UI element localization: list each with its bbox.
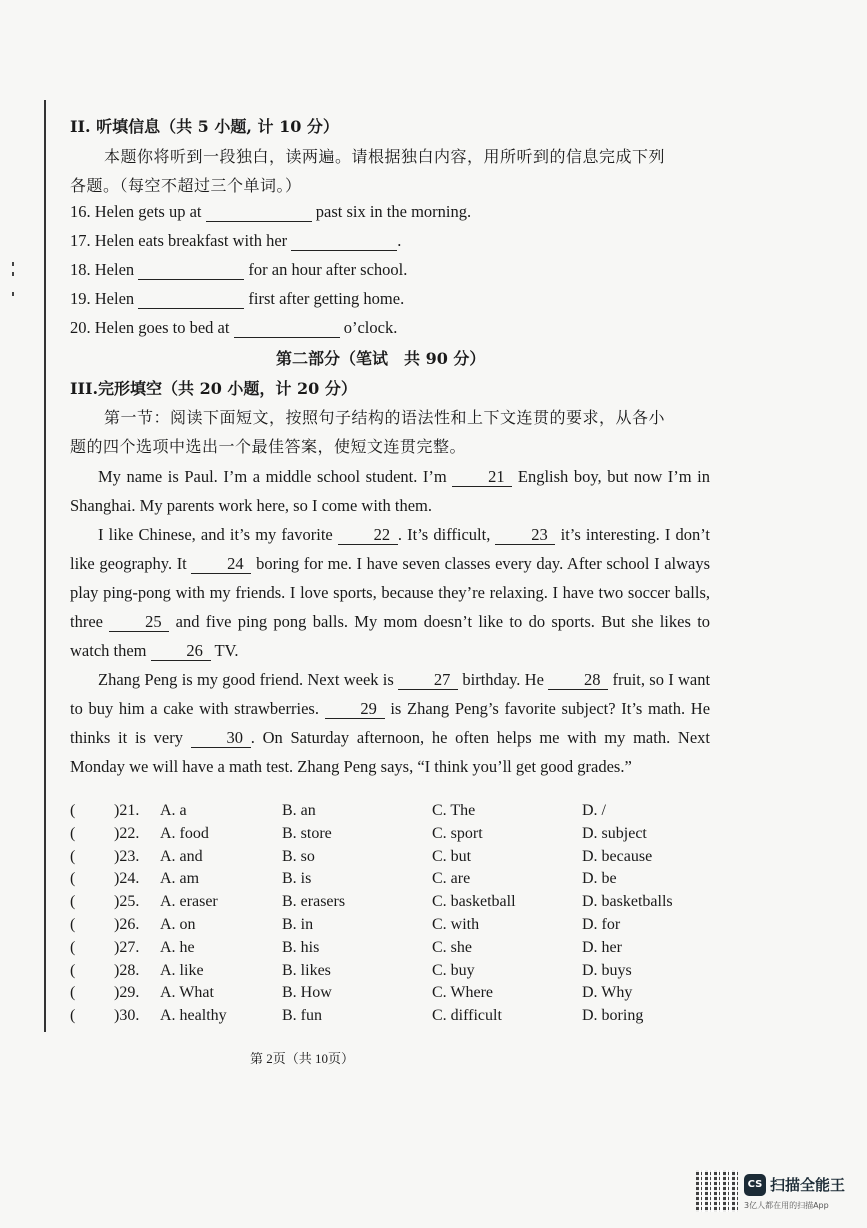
option-b[interactable]: B. his [282,938,320,956]
question-number: )28. [114,961,140,979]
section-2-instruction: 本题你将听到一段独白，读两遍。请根据独白内容，用所听到的信息完成下列 [104,147,666,166]
answer-blank[interactable] [138,290,244,309]
qr-code [696,1170,738,1212]
cloze-blank[interactable]: 27 [398,671,458,690]
option-b[interactable]: B. erasers [282,893,346,911]
answer-bracket[interactable]: ( [70,824,76,842]
answer-bracket[interactable]: ( [70,870,76,888]
listening-item: 17. Helen eats breakfast with her . [70,231,402,250]
question-number: )21. [114,802,140,819]
part-2-heading: 第二部分（笔试 共 90 分） [276,349,486,368]
listening-item: 19. Helen first after getting home. [70,289,405,308]
option-d[interactable]: D. Why [582,984,633,1002]
passage-paragraph: Zhang Peng is my good friend. Next week is 27 birthday. He 28 fruit, so I want to buy him a cake with strawberries. 29 is Zhang Peng’s favorite subject? It’s math. He thinks it is very 30 . On Saturday afternoon, he often helps me with my math. Next Monday we will have a math test. Zhang Peng says, “I think you’ll get good grades.” [70,670,711,776]
question-number: )24. [114,870,140,888]
option-c[interactable]: C. are [432,870,471,888]
question-number: )29. [114,984,140,1002]
option-c[interactable]: C. basketball [432,893,516,911]
option-a[interactable]: A. on [160,916,196,933]
option-a[interactable]: A. am [160,870,200,888]
option-a[interactable]: A. food [160,824,209,842]
camscanner-subtitle: 3亿人都在用的扫描App [744,1201,829,1210]
option-a[interactable]: A. a [160,802,187,819]
answer-blank[interactable] [291,232,397,251]
cloze-blank[interactable]: 28 [548,671,608,690]
camscanner-title: 扫描全能王 [770,1176,846,1194]
option-b[interactable]: B. in [282,916,314,933]
cloze-blank[interactable]: 25 [109,613,169,632]
binding-margin-line [44,100,46,1032]
answer-bracket[interactable]: ( [70,802,76,819]
cloze-blank[interactable]: 29 [325,700,385,719]
margin-mark [12,292,14,296]
option-a[interactable]: A. eraser [160,893,218,911]
answer-bracket[interactable]: ( [70,847,76,865]
question-number: )30. [114,1007,140,1025]
answer-bracket[interactable]: ( [70,961,76,979]
camscanner-logo: CS [744,1174,766,1196]
option-d[interactable]: D. because [582,847,653,865]
answer-bracket[interactable]: ( [70,938,76,956]
option-d[interactable]: D. / [582,802,606,819]
cloze-blank[interactable]: 23 [495,526,555,545]
question-number: )26. [114,916,140,933]
answer-bracket[interactable]: ( [70,916,76,933]
cloze-blank[interactable]: 30 [191,729,251,748]
section-3-instruction: 第一节：阅读下面短文，按照句子结构的语法性和上下文连贯的要求，从各小 [104,408,666,427]
option-c[interactable]: C. but [432,847,472,865]
answer-blank[interactable] [138,261,244,280]
option-a[interactable]: A. he [160,938,195,956]
option-a[interactable]: A. healthy [160,1007,227,1025]
section-2-heading: II. 听填信息（共 5 小题, 计 10 分） [70,117,339,136]
listening-item: 18. Helen for an hour after school. [70,260,408,279]
option-a[interactable]: A. and [160,847,203,865]
answer-blank[interactable] [206,203,312,222]
option-b[interactable]: B. is [282,870,312,888]
cloze-blank[interactable]: 24 [191,555,251,574]
option-c[interactable]: C. buy [432,961,475,979]
cloze-blank[interactable]: 22 [338,526,398,545]
margin-mark [12,262,14,266]
option-b[interactable]: B. How [282,984,332,1002]
passage-paragraph: My name is Paul. I’m a middle school student. I’m 21 English boy, but now I’m in Shanghai. My parents work here, so I come with them. [70,467,711,515]
question-number: )27. [114,938,140,956]
option-c[interactable]: C. Where [432,984,494,1002]
page-number: 第 2页（共 10页） [250,1051,355,1066]
option-b[interactable]: B. fun [282,1007,322,1025]
cloze-blank[interactable]: 26 [151,642,211,661]
option-d[interactable]: D. her [582,938,622,956]
option-a[interactable]: A. What [160,984,214,1002]
option-c[interactable]: C. with [432,916,480,933]
answer-bracket[interactable]: ( [70,984,76,1002]
option-a[interactable]: A. like [160,961,204,979]
cloze-passage [70,462,710,781]
option-b[interactable]: B. likes [282,961,331,979]
option-d[interactable]: D. be [582,870,617,888]
option-b[interactable]: B. store [282,824,332,842]
section-3-heading: III.完形填空（共 20 小题，计 20 分） [70,379,357,398]
cloze-blank[interactable]: 21 [452,468,512,487]
option-c[interactable]: C. The [432,802,476,819]
answer-bracket[interactable]: ( [70,893,76,911]
option-c[interactable]: C. sport [432,824,483,842]
option-d[interactable]: D. for [582,916,621,933]
question-number: )23. [114,847,140,865]
passage-paragraph: I like Chinese, and it’s my favorite 22 . It’s difficult, 23 it’s interesting. I don’t like geography. It 24 boring for me. I have seven classes every day. After school I always play ping-pong with my friends. I love sports, because they’re relaxing. I have two soccer balls, three 25 and five ping pong balls. My mom doesn’t like to do sports. But she likes to watch them 26 TV. [70,525,711,660]
option-b[interactable]: B. an [282,802,316,819]
listening-item: 16. Helen gets up at past six in the morning. [70,202,472,221]
option-b[interactable]: B. so [282,847,315,865]
option-d[interactable]: D. basketballs [582,893,673,911]
answer-bracket[interactable]: ( [70,1007,76,1025]
listening-item: 20. Helen goes to bed at o’clock. [70,318,398,337]
question-number: )22. [114,824,140,842]
option-d[interactable]: D. buys [582,961,632,979]
section-2-instruction: 各题。（每空不超过三个单词。） [70,176,302,195]
margin-mark [12,272,14,276]
section-3-instruction: 题的四个选项中选出一个最佳答案，使短文连贯完整。 [70,437,467,456]
option-c[interactable]: C. difficult [432,1007,502,1025]
answer-blank[interactable] [234,319,340,338]
question-number: )25. [114,893,140,911]
option-c[interactable]: C. she [432,938,472,956]
option-d[interactable]: D. boring [582,1007,644,1025]
option-d[interactable]: D. subject [582,824,647,842]
